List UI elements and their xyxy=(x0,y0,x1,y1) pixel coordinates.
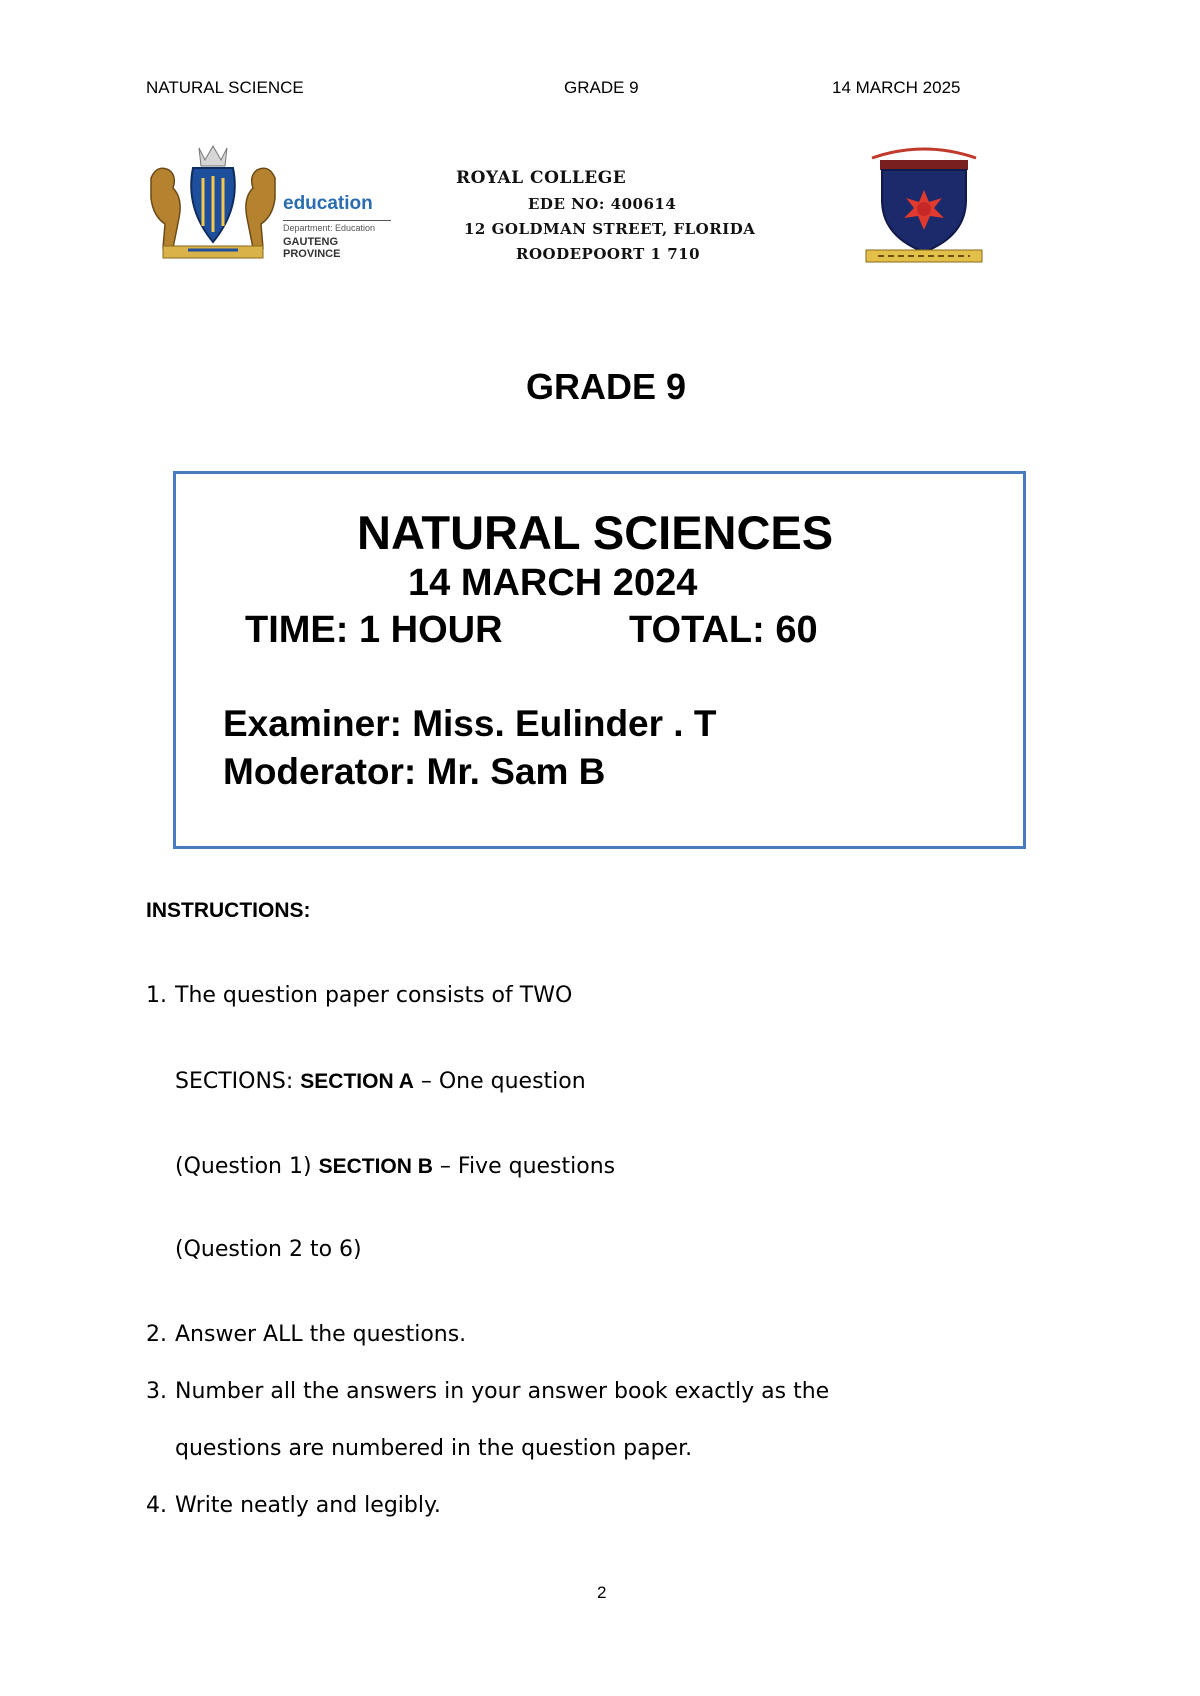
moderator: Moderator: Mr. Sam B xyxy=(223,751,606,792)
exam-time: TIME: 1 HOUR xyxy=(245,609,503,651)
item-text: Answer ALL the questions. xyxy=(175,1322,467,1347)
logo-word: education xyxy=(283,193,373,214)
item-number: 2. xyxy=(146,1322,167,1347)
item-number: 3. xyxy=(146,1379,167,1404)
examiner: Examiner: Miss. Eulinder . T xyxy=(223,703,717,744)
page-title: GRADE 9 xyxy=(525,366,687,407)
coat-of-arms-icon xyxy=(143,138,283,266)
section-label: SECTION A xyxy=(300,1070,414,1093)
instruction-continuation: (Question 2 to 6) xyxy=(175,1237,362,1262)
instructions-heading: INSTRUCTIONS: xyxy=(146,899,311,922)
instruction-item xyxy=(146,1322,466,1347)
school-crest-logo xyxy=(858,146,990,266)
crest-icon xyxy=(858,146,990,266)
exam-total: TOTAL: 60 xyxy=(629,609,818,651)
logo-divider xyxy=(283,220,391,221)
item-number: 1. xyxy=(146,983,167,1008)
item-number: 4. xyxy=(146,1493,167,1518)
logo-department: Department: Education xyxy=(283,223,376,233)
item-text: – Five questions xyxy=(432,1154,616,1179)
instruction-continuation xyxy=(175,1069,586,1094)
page-number: 2 xyxy=(597,1583,607,1602)
instruction-item xyxy=(146,1379,829,1404)
header-grade: GRADE 9 xyxy=(564,78,639,97)
school-name: ROYAL COLLEGE xyxy=(456,168,627,188)
item-text: (Question 1) xyxy=(175,1154,319,1179)
school-emis: EDE NO: 400614 xyxy=(528,195,677,213)
school-city: ROODEPOORT 1 710 xyxy=(516,245,701,263)
item-text: The question paper consists of TWO xyxy=(175,983,573,1008)
exam-subject: NATURAL SCIENCES xyxy=(357,506,834,559)
school-street: 12 GOLDMAN STREET, FLORIDA xyxy=(464,220,756,238)
instruction-continuation: questions are numbered in the question paper. xyxy=(175,1436,693,1461)
header-date: 14 MARCH 2025 xyxy=(832,78,961,97)
exam-date: 14 MARCH 2024 xyxy=(408,562,698,604)
instruction-continuation xyxy=(175,1154,615,1179)
instruction-item xyxy=(146,983,572,1008)
logo-province: GAUTENG PROVINCE xyxy=(283,236,341,260)
item-text: SECTIONS: xyxy=(175,1069,301,1094)
item-text: Number all the answers in your answer book exactly as the xyxy=(175,1379,830,1404)
section-label: SECTION B xyxy=(318,1155,433,1178)
instruction-item xyxy=(146,1493,441,1518)
item-text: – One question xyxy=(413,1069,586,1094)
header-subject: NATURAL SCIENCE xyxy=(146,78,304,97)
gauteng-education-logo xyxy=(143,138,398,266)
item-text: Write neatly and legibly. xyxy=(175,1493,441,1518)
